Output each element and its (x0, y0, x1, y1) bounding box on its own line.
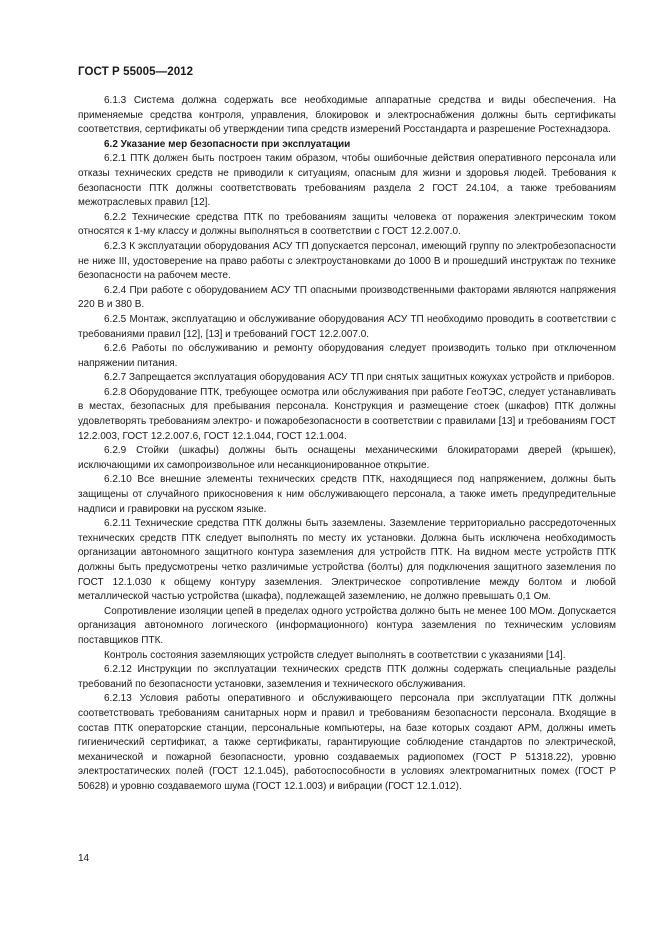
paragraph: 6.2.8 Оборудование ПТК, требующее осмотра или обслуживания при работе ГеоТЭС, следует устанавливать в местах, безопасных для пребывания персонала. Конструкция и размещение стоек (шкафов) ПТК должны удовлетворять требованиям электро- и пожаробезопасности в соответствии с правилами [13] и требованиям ГОСТ 12.2.003, ГОСТ 12.2.007.6, ГОСТ 12.1.044, ГОСТ 12.1.004. (78, 386, 616, 442)
paragraph: 6.2.7 Запрещается эксплуатация оборудования АСУ ТП при снятых защитных кожухах устройств и приборов. (104, 372, 615, 384)
page-number: 14 (78, 853, 90, 864)
paragraph: 6.2.3 К эксплуатации оборудования АСУ ТП допускается персонал, имеющий группу по электробезопасности не ниже III, удостоверение на право работы с электроустановками до 1000 В и прошедший инструктаж по технике безопасности на рабочем месте. (78, 240, 616, 282)
paragraph: 6.2.10 Все внешние элементы технических средств ПТК, находящиеся под напряжением, должны быть защищены от случайного прикосновения к ним обслуживающего персонала, а также иметь предупредительные надписи и гравировки на русском языке. (78, 474, 616, 515)
paragraph: 6.2.6 Работы по обслуживанию и ремонту оборудования следует производить только при отключенном напряжении питания. (78, 343, 616, 369)
paragraph: Сопротивление изоляции цепей в пределах одного устройства должно быть не менее 100 МОм. Допускается организация автономного логического (информационного) контура заземления по техническим условиям поставщиков ПТК. (78, 605, 616, 646)
paragraph: 6.2.12 Инструкции по эксплуатации технических средств ПТК должны содержать специальные разделы требований по безопасности установки, заземления и технического обслуживания. (78, 664, 616, 690)
paragraph: 6.2.1 ПТК должен быть построен таким образом, чтобы ошибочные действия оперативного персонала или отказы технических средств не приводили к ситуациям, опасным для жизни и здоровья людей. Требования к безопасности ПТК должны соответствовать требованиям раздела 2 ГОСТ 24.104, а также требованиям межотраслевых правил [12]. (78, 153, 616, 209)
paragraph: 6.2.2 Технические средства ПТК по требованиям защиты человека от поражения электрическим током относятся к 1-му классу и должны выполняться в соответствии с ГОСТ 12.2.007.0. (78, 211, 616, 238)
section-heading: 6.2 Указание мер безопасности при эксплуатации (104, 138, 351, 150)
paragraph: 6.2.5 Монтаж, эксплуатацию и обслуживание оборудования АСУ ТП необходимо проводить в соответствии с требованиями правил [12], [13] и требований ГОСТ 12.2.007.0. (78, 313, 616, 340)
paragraph: Контроль состояния заземляющих устройств следует выполнять в соответствии с указаниями [14]. (104, 649, 566, 661)
paragraph: 6.2.4 При работе с оборудованием АСУ ТП опасными производственными факторами являются напряжения 220 В и 380 В. (78, 284, 616, 311)
paragraph: 6.1.3 Система должна содержать все необходимые аппаратные средства и виды обеспечения. На применяемые средства контроля, управления, блокировок и электроснабжения должны быть сертификаты соответствия, сертификаты об утверждении типа средств измерений Росстандарта и разрешение Ростехнадзора. (78, 95, 616, 136)
paragraph: 6.2.11 Технические средства ПТК должны быть заземлены. Заземление территориально рассредоточенных технических средств ПТК следует выполнять по месту их установки. Должна быть исключена необходимость организации автономного защитного контура заземления для устройств ПТК. На видном месте устройств ПТК должны быть предусмотрены четко различимые устройства (болты) для подключения защитного заземления по ГОСТ 12.1.030 к общему контуру заземления. Электрическое сопротивление между болтом и любой металлической частью устройства (шкафа), подлежащей заземлению, не должно превышать 0,1 Ом. (78, 518, 616, 603)
document-body (78, 94, 616, 795)
paragraph: 6.2.9 Стойки (шкафы) должны быть оснащены механическими блокираторами дверей (крышек), исключающими их самопроизвольное или несанкционированное открытие. (78, 445, 616, 471)
document-header-title: ГОСТ Р 55005—2012 (78, 66, 194, 78)
paragraph: 6.2.13 Условия работы оперативного и обслуживающего персонала при эксплуатации ПТК должны соответствовать требованиям санитарных норм и правил и требованиям безопасности персонала. Входящие в состав ПТК операторские станции, персональные компьютеры, на базе которых создают АРМ, должны иметь гигиенический сертификат, а также сертификаты, гарантирующие соблюдение стандартов по электрической, механической и пожарной безопасности, уровню создаваемых радиопомех (ГОСТ Р 51318.22), уровню электростатических полей (ГОСТ 12.1.045), работоспособности в условиях электромагнитных помех (ГОСТ Р 50628) и уровню создаваемого шума (ГОСТ 12.1.003) и вибрации (ГОСТ 12.1.012). (78, 693, 616, 792)
